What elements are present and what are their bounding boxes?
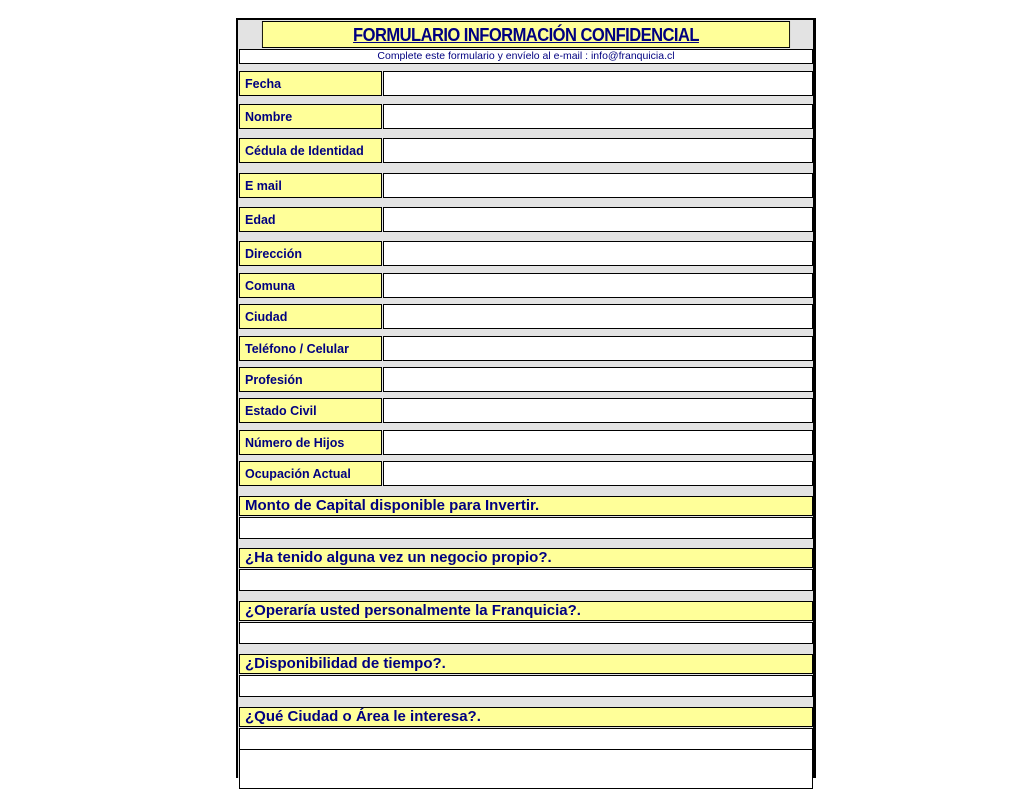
field-row-edad xyxy=(239,207,814,232)
field-row-profesion xyxy=(239,367,814,392)
field-row-telefono xyxy=(239,336,814,361)
field-input-hijos[interactable] xyxy=(383,430,813,455)
field-input-comuna[interactable] xyxy=(383,273,813,298)
field-label-nombre: Nombre xyxy=(239,104,382,129)
field-label-ocupacion: Ocupación Actual xyxy=(239,461,382,486)
field-label-edad: Edad xyxy=(239,207,382,232)
question-label-operaria: ¿Operaría usted personalmente la Franquicia?. xyxy=(239,601,813,621)
field-input-ocupacion[interactable] xyxy=(383,461,813,486)
field-input-telefono[interactable] xyxy=(383,336,813,361)
question-input-ciudad-area-extra[interactable] xyxy=(239,749,813,789)
field-label-direccion: Dirección xyxy=(239,241,382,266)
question-input-negocio-propio[interactable] xyxy=(239,569,813,591)
field-row-ocupacion xyxy=(239,461,814,486)
field-input-profesion[interactable] xyxy=(383,367,813,392)
field-row-hijos xyxy=(239,430,814,455)
field-label-profesion: Profesión xyxy=(239,367,382,392)
field-row-fecha xyxy=(239,71,814,96)
field-label-comuna: Comuna xyxy=(239,273,382,298)
question-label-disponibilidad: ¿Disponibilidad de tiempo?. xyxy=(239,654,813,674)
question-label-negocio-propio: ¿Ha tenido alguna vez un negocio propio?. xyxy=(239,548,813,568)
field-row-direccion xyxy=(239,241,814,266)
form-subtitle: Complete este formulario y envíelo al e-mail : info@franquicia.cl xyxy=(239,49,813,64)
field-input-edad[interactable] xyxy=(383,207,813,232)
field-label-telefono: Teléfono / Celular xyxy=(239,336,382,361)
question-label-capital: Monto de Capital disponible para Invertir. xyxy=(239,496,813,516)
field-input-fecha[interactable] xyxy=(383,71,813,96)
field-input-cedula[interactable] xyxy=(383,138,813,163)
field-input-email[interactable] xyxy=(383,173,813,198)
field-row-email xyxy=(239,173,814,198)
question-input-operaria[interactable] xyxy=(239,622,813,644)
form-title: FORMULARIO INFORMACIÓN CONFIDENCIAL xyxy=(262,21,790,48)
field-input-estado-civil[interactable] xyxy=(383,398,813,423)
confidential-form xyxy=(236,18,816,778)
field-label-email: E mail xyxy=(239,173,382,198)
field-input-direccion[interactable] xyxy=(383,241,813,266)
field-row-ciudad xyxy=(239,304,814,329)
field-row-cedula xyxy=(239,138,814,163)
field-label-cedula: Cédula de Identidad xyxy=(239,138,382,163)
field-label-hijos: Número de Hijos xyxy=(239,430,382,455)
field-row-comuna xyxy=(239,273,814,298)
question-input-capital[interactable] xyxy=(239,517,813,539)
question-label-ciudad-area: ¿Qué Ciudad o Área le interesa?. xyxy=(239,707,813,727)
field-input-ciudad[interactable] xyxy=(383,304,813,329)
field-row-estado-civil xyxy=(239,398,814,423)
field-row-nombre xyxy=(239,104,814,129)
field-input-nombre[interactable] xyxy=(383,104,813,129)
field-label-ciudad: Ciudad xyxy=(239,304,382,329)
question-input-ciudad-area[interactable] xyxy=(239,728,813,750)
field-label-estado-civil: Estado Civil xyxy=(239,398,382,423)
field-label-fecha: Fecha xyxy=(239,71,382,96)
question-input-disponibilidad[interactable] xyxy=(239,675,813,697)
